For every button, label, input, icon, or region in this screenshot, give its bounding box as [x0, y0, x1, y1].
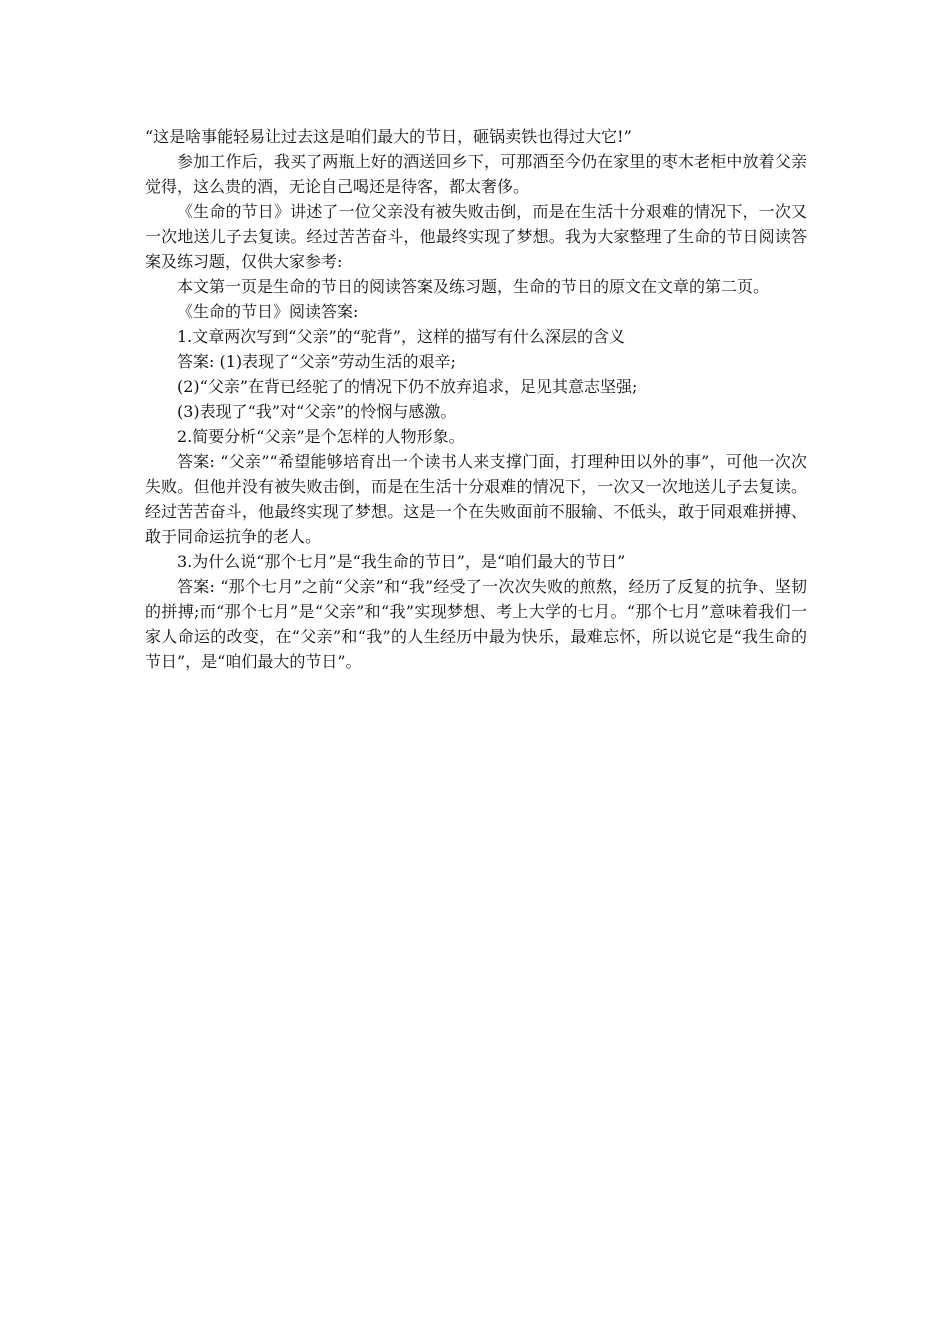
question-2: 2.简要分析“父亲”是个怎样的人物形象。: [177, 427, 465, 446]
paragraph-note: 本文第一页是生命的节日的阅读答案及练习题，生命的节日的原文在文章的第二页。: [177, 277, 770, 296]
answer-3: 答案: “那个七月”之前“父亲”和“我”经受了一次次失败的煎熬，经历了反复的抗争、坚韧的拼搏;而“那个七月”是“父亲”和“我”实现梦想、考上大学的七月。“那个七月”意味着我们一家人命运的改变，在“父亲”和“我”的人生经历中最为快乐，最难忘怀，所以说它是“我生命的节日”，是“咱们最大的节日”。: [145, 577, 807, 671]
answers-heading: 《生命的节日》阅读答案:: [177, 302, 359, 321]
document-body: [145, 124, 807, 674]
answer-2: 答案: “父亲”“希望能够培育出一个读书人来支撑门面，打理种田以外的事”，可他一次次失败。但他并没有被失败击倒，而是在生活十分艰难的情况下，一次又一次地送儿子去复读。经过苦苦奋斗，他最终实现了梦想。这是一个在失败面前不服输、不低头，敢于同艰难拼搏、敢于同命运抗争的老人。: [145, 452, 807, 546]
paragraph-wine: 参加工作后，我买了两瓶上好的酒送回乡下，可那酒至今仍在家里的枣木老柜中放着父亲觉得，这么贵的酒，无论自己喝还是待客，都太奢侈。: [145, 152, 807, 196]
paragraph-summary: 《生命的节日》讲述了一位父亲没有被失败击倒，而是在生活十分艰难的情况下，一次又一次地送儿子去复读。经过苦苦奋斗，他最终实现了梦想。我为大家整理了生命的节日阅读答案及练习题，仅供大家参考:: [145, 202, 807, 271]
answer-1-part-3: (3)表现了“我”对“父亲”的怜悯与感激。: [177, 402, 457, 421]
question-3: 3.为什么说“那个七月”是“我生命的节日”，是“咱们最大的节日”: [177, 552, 626, 571]
question-1: 1.文章两次写到“父亲”的“驼背”，这样的描写有什么深层的含义: [177, 327, 625, 346]
paragraph-quote: “这是啥事能轻易让过去这是咱们最大的节日，砸锅卖铁也得过大它!”: [145, 127, 632, 146]
answer-1-part-2: (2)“父亲”在背已经驼了的情况下仍不放弃追求，足见其意志坚强;: [177, 377, 638, 396]
answer-1-part-1: 答案: (1)表现了“父亲”劳动生活的艰辛;: [177, 352, 456, 371]
